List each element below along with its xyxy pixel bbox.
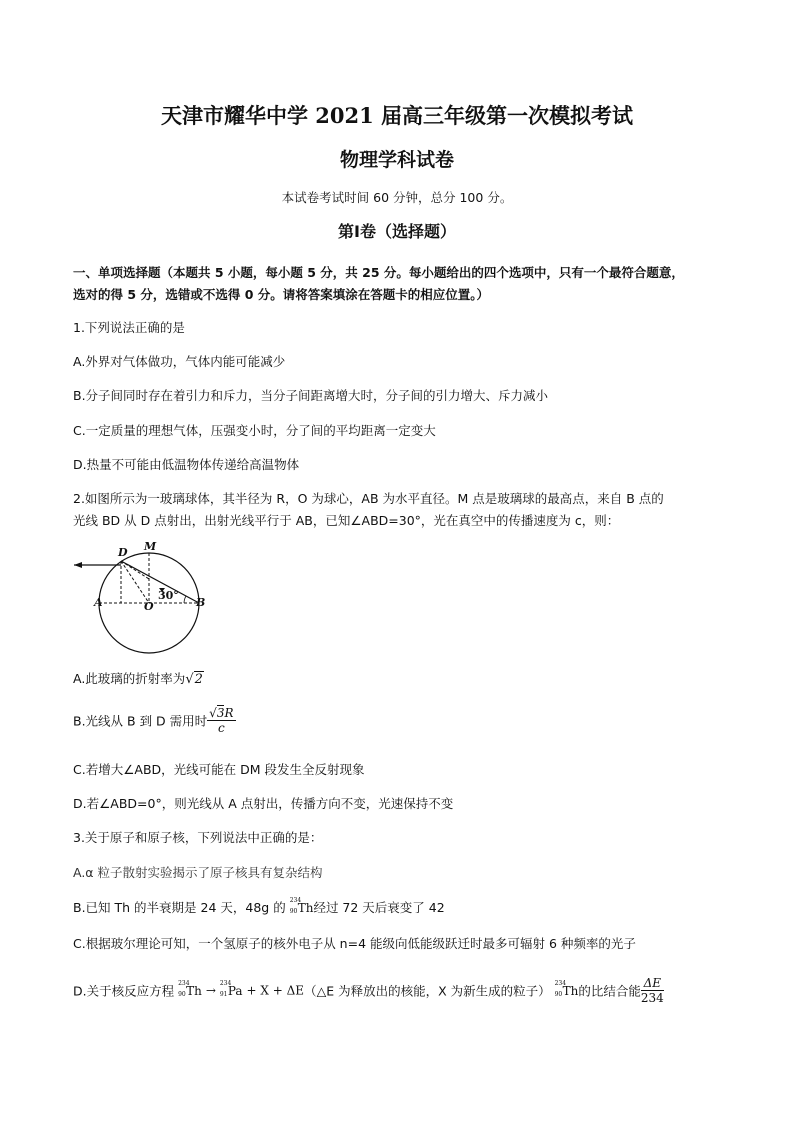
q3-option-a: A.α 粒子散射实验揭示了原子核具有复杂结构 <box>73 865 323 880</box>
nuclide-symbol: Th <box>562 983 579 998</box>
reaction-arrow: → <box>205 983 216 998</box>
time-fraction: $\frac{√3R}{c}$ <box>209 706 234 735</box>
section-instruction-line2: 选对的得 5 分，选错或不选得 0 分。请将答案填涂在答题卡的相应位置。） <box>73 287 490 302</box>
q3-option-b <box>73 898 445 916</box>
q3-option-c: C.根据玻尔理论可知，一个氢原子的核外电子从 n=4 能级向低能级跃迁时最多可辐射 6 种频率的光子 <box>73 936 636 951</box>
label-d: D <box>118 546 128 559</box>
reaction-products: + X + ΔE <box>246 983 305 998</box>
q2-option-d: D.若∠ABD=0°，则光线从 A 点射出，传播方向不变，光速保持不变 <box>73 796 454 811</box>
q1-option-c: C.一定质量的理想气体，压强变小时，分了间的平均距离一定变大 <box>73 423 436 438</box>
binding-energy-fraction <box>641 976 664 1005</box>
arrowhead-icon <box>74 562 82 568</box>
protactinium-nuclide <box>219 979 243 998</box>
label-a: A <box>94 596 103 609</box>
q3-option-b-text-post: 经过 72 天后衰变了 42 <box>313 900 445 915</box>
radius-od <box>121 561 149 603</box>
sqrt-value: 2 <box>194 672 203 687</box>
nuclide-atomic-number: 90 <box>289 908 298 915</box>
fraction-denominator: 234 <box>640 991 664 1005</box>
q2-option-b <box>73 706 236 735</box>
q3-option-b-text-pre: B.已知 Th 的半衰期是 24 天，48g 的 <box>73 900 286 915</box>
label-m: M <box>144 540 157 553</box>
q3-option-d-text-pre: D.关于核反应方程 <box>73 983 175 999</box>
q3-stem: 3.关于原子和原子核，下列说法中正确的是： <box>73 830 323 845</box>
nuclide-mass-number: 234 <box>219 979 232 987</box>
nuclide-atomic-number: 90 <box>554 990 563 998</box>
exam-title: 天津市耀华中学 2021 届高三年级第一次模拟考试 <box>160 103 634 128</box>
nuclide-mass-number: 234 <box>178 979 190 987</box>
exam-subtitle: 物理学科试卷 <box>339 149 454 171</box>
q2-option-b-text: B.光线从 B 到 D 需用时 <box>73 713 208 729</box>
label-b: B <box>196 596 206 609</box>
nuclide-mass-number: 234 <box>554 979 567 987</box>
angle-arc <box>184 596 186 603</box>
fraction-numerator: ΔE <box>641 976 664 991</box>
q3-option-d-text-post: 的比结合能 <box>578 983 641 999</box>
thorium-nuclide <box>178 979 202 998</box>
fraction-numerator-r: R <box>224 706 234 720</box>
exam-info: 本试卷考试时间 60 分钟，总分 100 分。 <box>281 190 513 205</box>
thorium-nuclide <box>554 979 579 998</box>
sqrt-expression: √2 <box>185 672 203 687</box>
q3-option-d <box>73 976 664 1005</box>
thorium-nuclide <box>289 897 314 915</box>
nuclide-atomic-number: 90 <box>178 990 186 998</box>
q2-option-a-text: A.此玻璃的折射率为 <box>73 671 186 686</box>
q1-option-a: A.外界对气体做功，气体内能可能减少 <box>73 354 286 369</box>
nuclide-symbol: Th <box>186 983 202 998</box>
q2-stem-line2: 光线 BD 从 D 点射出，出射光线平行于 AB，已知∠ABD=30°，光在真空中的传播速度为 c，则： <box>73 513 620 528</box>
q1-stem: 1.下列说法正确的是 <box>73 320 185 335</box>
q2-stem-line1: 2.如图所示为一玻璃球体，其半径为 R，O 为球心，AB 为水平直径。M 点是玻璃球的最高点，来自 B 点的 <box>73 491 664 506</box>
section-instruction-line1: 一、单项选择题（本题共 5 小题，每小题 5 分，共 25 分。每小题给出的四个选项中，只有一个最符合题意， <box>73 265 684 280</box>
q3-option-d-text-mid: （△E 为释放出的核能，X 为新生成的粒子） <box>304 983 551 999</box>
q2-option-a <box>73 669 204 687</box>
nuclide-atomic-number: 91 <box>219 990 228 998</box>
fraction-denominator: c <box>217 721 225 735</box>
q1-option-d: D.热量不可能由低温物体传递给高温物体 <box>73 457 300 472</box>
nuclide-mass-number: 234 <box>289 897 302 904</box>
label-angle: 30° <box>158 589 179 602</box>
q2-option-c: C.若增大∠ABD，光线可能在 DM 段发生全反射现象 <box>73 762 365 777</box>
part-heading: 第Ⅰ卷（选择题） <box>338 222 456 241</box>
label-o: O <box>144 600 154 613</box>
fraction-sqrt-value: 3 <box>216 706 225 720</box>
nuclide-symbol: Pa <box>227 983 243 998</box>
q1-option-b: B.分子间同时存在着引力和斥力，当分子间距离增大时，分子间的引力增大、斥力减小 <box>73 388 549 403</box>
nuclide-symbol: Th <box>297 901 314 915</box>
